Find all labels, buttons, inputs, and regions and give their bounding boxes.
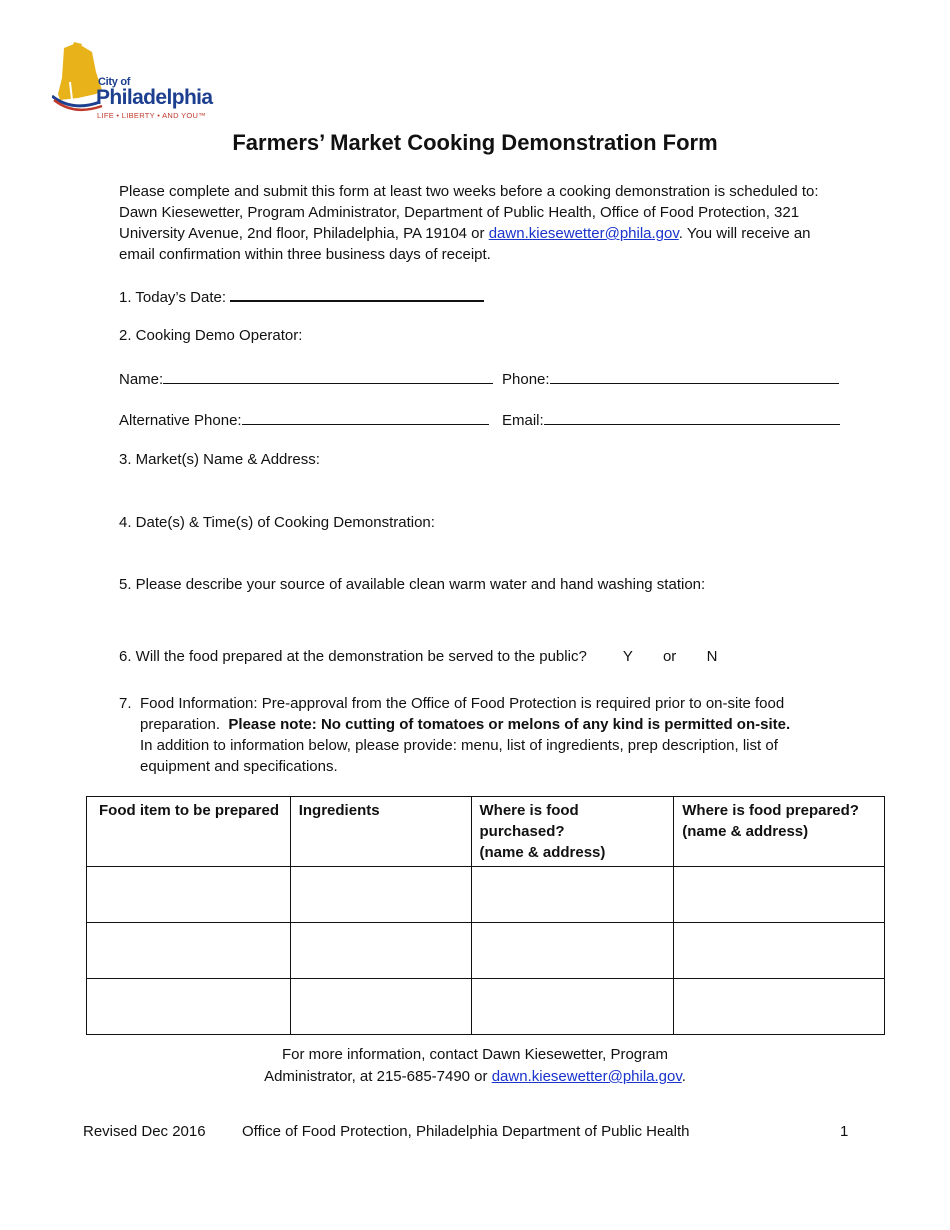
name-field[interactable]: [163, 369, 493, 384]
contact-end: .: [681, 1068, 686, 1085]
question-food-information: [119, 693, 839, 777]
contact-line1: For more information, contact Dawn Kiesewetter, Program: [282, 1046, 668, 1063]
or-text: or: [662, 648, 677, 665]
no-option[interactable]: N: [706, 648, 718, 665]
operator-phone-row: [502, 369, 839, 388]
name-label: Name:: [119, 371, 164, 388]
table-cell[interactable]: [471, 979, 674, 1035]
table-cell[interactable]: [290, 979, 471, 1035]
table-cell[interactable]: [471, 923, 674, 979]
table-cell[interactable]: [87, 923, 291, 979]
header-where-purchased: Where is food purchased? (name & address): [471, 797, 674, 867]
intro-paragraph: [119, 181, 839, 265]
table-row: [87, 923, 885, 979]
email-label: Email:: [502, 412, 544, 429]
question-served-to-public: [119, 648, 717, 665]
todays-date-label: 1. Today’s Date:: [119, 289, 227, 306]
table-cell[interactable]: [674, 923, 885, 979]
contact-email-link[interactable]: dawn.kiesewetter@phila.gov: [491, 1068, 682, 1085]
header-food-item: Food item to be prepared: [87, 797, 291, 867]
form-title: Farmers’ Market Cooking Demonstration Form: [232, 130, 718, 155]
alt-phone-field[interactable]: [242, 410, 489, 425]
table-row: [87, 867, 885, 923]
food-table: [86, 796, 885, 1035]
header-where-prepared: Where is food prepared? (name & address): [674, 797, 885, 867]
intro-text: Please complete and submit this form at least two weeks before a cooking demonstration is scheduled to: Dawn Kiesewetter, Program Administrator, Department of Public Health, Office of Food Protection, 321 University Avenue, 2nd floor, Philadelphia, PA 19104 or: [119, 183, 819, 242]
logo-city-of: City of: [98, 76, 131, 88]
intro-after: . You will receive an email confirmation within three business days of receipt.: [119, 225, 811, 263]
footer-contact: [0, 1044, 950, 1088]
table-cell[interactable]: [674, 867, 885, 923]
email-field[interactable]: [544, 410, 840, 425]
served-to-public-label: 6. Will the food prepared at the demonstration be served to the public?: [119, 648, 587, 665]
email-row: [502, 410, 840, 429]
question-todays-date: [119, 286, 484, 306]
footer-office: Office of Food Protection, Philadelphia Department of Public Health: [242, 1123, 690, 1140]
table-cell[interactable]: [87, 867, 291, 923]
city-of-philadelphia-logo: [52, 42, 222, 122]
table-cell[interactable]: [674, 979, 885, 1035]
phone-label: Phone:: [502, 371, 550, 388]
table-cell[interactable]: [290, 923, 471, 979]
question-demo-operator: 2. Cooking Demo Operator:: [119, 327, 303, 344]
yes-option[interactable]: Y: [622, 648, 633, 665]
table-cell[interactable]: [471, 867, 674, 923]
alt-phone-label: Alternative Phone:: [119, 412, 242, 429]
table-cell[interactable]: [87, 979, 291, 1035]
food-info-text: Food Information: Pre-approval from the Office of Food Protection is required prior to on-site food preparation.: [140, 695, 785, 733]
food-info-number: 7.: [119, 695, 132, 712]
logo-philadelphia: Philadelphia: [96, 86, 213, 109]
phone-field[interactable]: [550, 369, 839, 384]
question-water-handwashing: 5. Please describe your source of available clean warm water and hand washing station:: [119, 576, 706, 593]
food-info-additional: In addition to information below, please provide: menu, list of ingredients, prep description, list of equipment and specifications.: [140, 737, 778, 775]
food-info-note: Please note: No cutting of tomatoes or melons of any kind is permitted on-site.: [228, 716, 791, 733]
table-row: [87, 979, 885, 1035]
alt-phone-row: [119, 410, 489, 429]
logo-tagline: LIFE • LIBERTY • AND YOU™: [97, 111, 207, 120]
table-header-row: [87, 797, 885, 867]
todays-date-field[interactable]: [230, 286, 484, 302]
question-demo-dates-times: 4. Date(s) & Time(s) of Cooking Demonstration:: [119, 514, 435, 531]
question-market-name-address: 3. Market(s) Name & Address:: [119, 451, 320, 468]
revised-date: Revised Dec 2016: [83, 1123, 206, 1140]
intro-email-link[interactable]: dawn.kiesewetter@phila.gov: [488, 225, 679, 242]
table-cell[interactable]: [290, 867, 471, 923]
header-ingredients: Ingredients: [290, 797, 471, 867]
page-number: 1: [840, 1123, 849, 1140]
contact-line2: Administrator, at 215-685-7490 or: [264, 1068, 492, 1085]
operator-name-row: [119, 369, 493, 388]
